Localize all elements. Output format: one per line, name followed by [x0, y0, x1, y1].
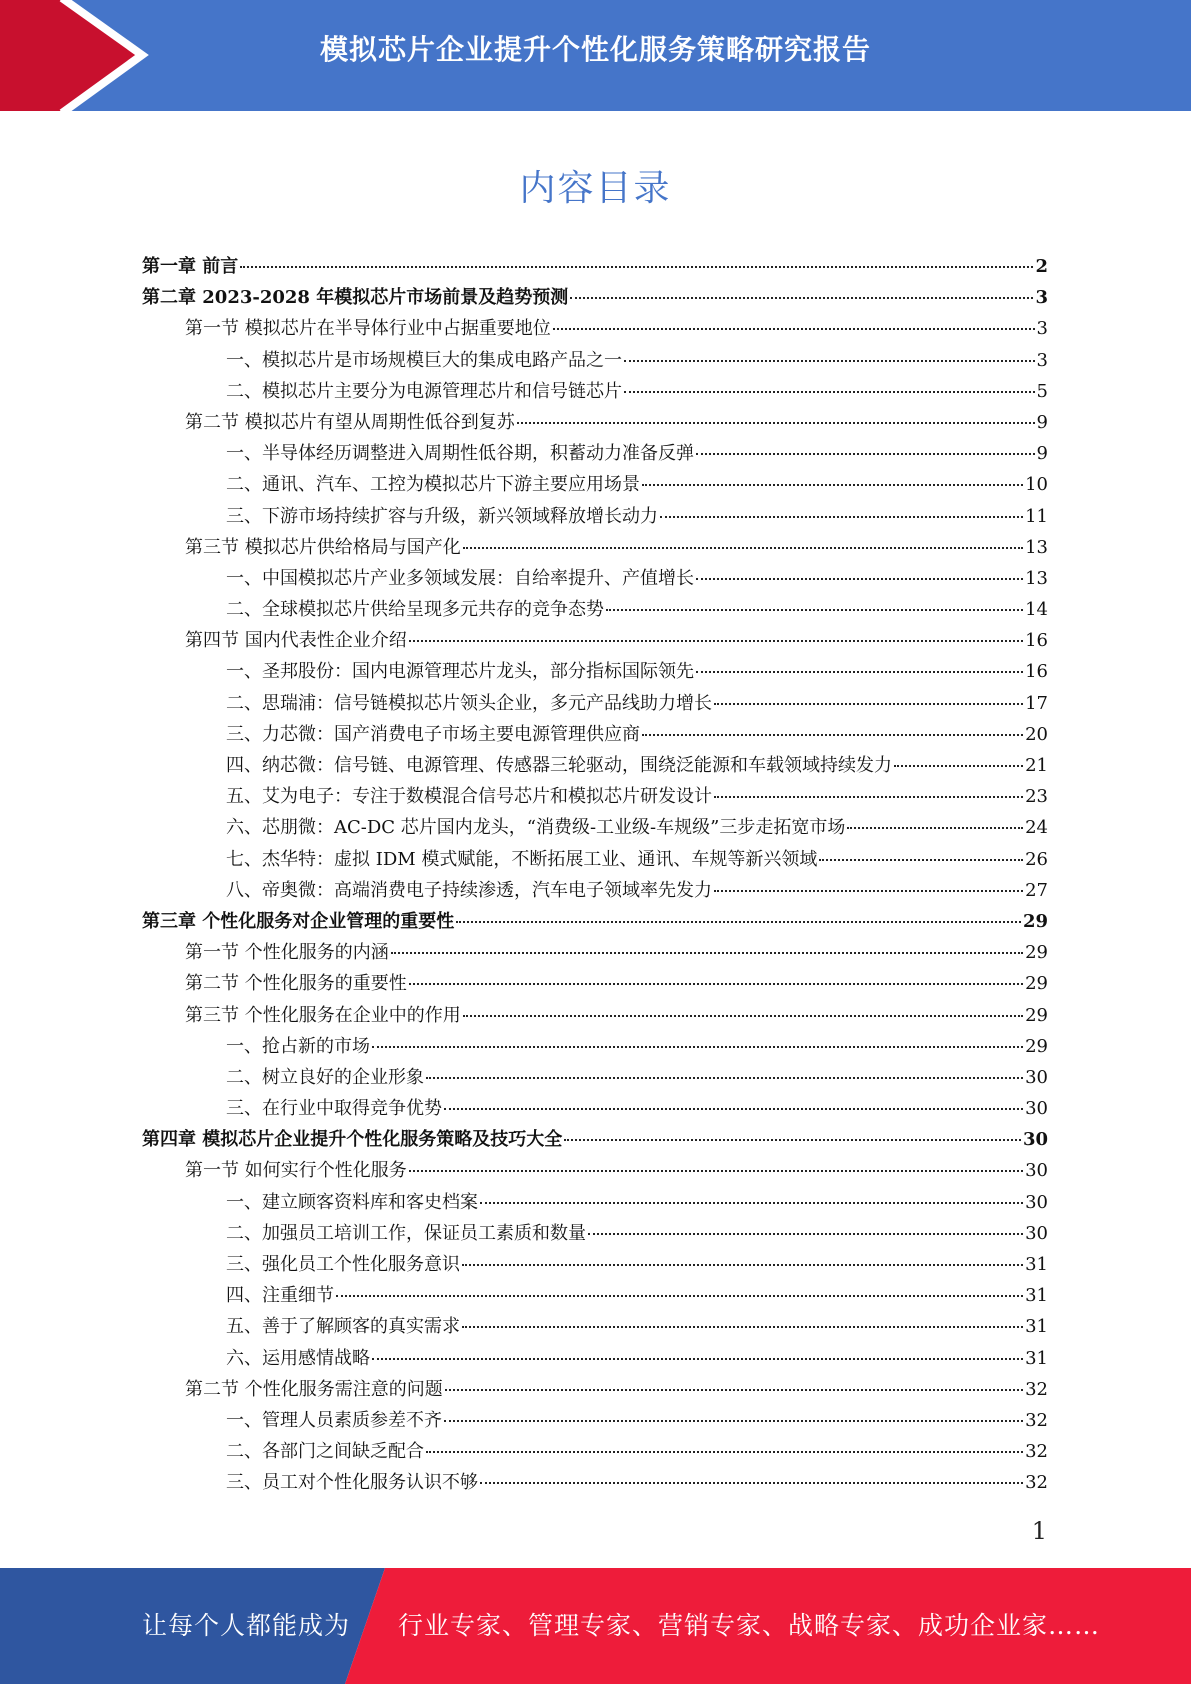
toc-subsection-entry[interactable] [142, 1344, 1048, 1375]
toc-entry-page: 30 [1022, 1129, 1048, 1151]
toc-entry-title: 八、帝奥微：高端消费电子持续渗透，汽车电子领域率先发力 [226, 879, 712, 901]
toc-entry-title: 一、管理人员素质参差不齐 [226, 1409, 442, 1431]
toc-entry-page: 29 [1022, 910, 1048, 932]
toc-dot-leader [480, 1482, 1023, 1484]
toc-entry-title: 二、通讯、汽车、工控为模拟芯片下游主要应用场景 [226, 474, 640, 496]
toc-dot-leader [462, 1326, 1023, 1328]
footer-slogan-left: 让每个人都能成为 [142, 1611, 351, 1640]
toc-dot-leader [642, 734, 1023, 736]
toc-entry-title: 第一节 个性化服务的内涵 [185, 942, 389, 964]
toc-subsection-entry[interactable] [142, 876, 1048, 907]
toc-subsection-entry[interactable] [142, 1219, 1048, 1250]
toc-dot-leader [714, 890, 1023, 892]
toc-section-entry[interactable] [142, 314, 1048, 345]
toc-subsection-entry[interactable] [142, 1032, 1048, 1063]
toc-dot-leader [847, 827, 1023, 829]
toc-dot-leader [409, 640, 1023, 642]
toc-chapter-entry[interactable] [142, 1125, 1048, 1156]
toc-dot-leader [462, 1264, 1023, 1266]
toc-entry-page: 9 [1036, 411, 1048, 433]
footer-slogan-right: 行业专家、管理专家、营销专家、战略专家、成功企业家…… [398, 1611, 1101, 1640]
toc-dot-leader [696, 453, 1035, 455]
toc-subsection-entry[interactable] [142, 751, 1048, 782]
toc-entry-title: 二、各部门之间缺乏配合 [226, 1441, 424, 1463]
toc-dot-leader [372, 1046, 1023, 1048]
toc-dot-leader [409, 983, 1023, 985]
toc-entry-page: 30 [1025, 1191, 1048, 1213]
toc-dot-leader [696, 578, 1023, 580]
toc-dot-leader [624, 391, 1035, 393]
toc-entry-page: 17 [1025, 692, 1048, 714]
toc-section-entry[interactable] [142, 533, 1048, 564]
toc-section-entry[interactable] [142, 969, 1048, 1000]
toc-dot-leader [444, 1420, 1023, 1422]
toc-entry-title: 第二节 个性化服务需注意的问题 [185, 1378, 443, 1400]
toc-entry-page: 29 [1025, 1004, 1048, 1026]
toc-entry-page: 29 [1025, 942, 1048, 964]
toc-entry-page: 31 [1025, 1285, 1048, 1307]
toc-entry-page: 3 [1035, 287, 1048, 309]
toc-dot-leader [570, 297, 1033, 299]
toc-subsection-entry[interactable] [142, 564, 1048, 595]
toc-subsection-entry[interactable] [142, 720, 1048, 751]
toc-subsection-entry[interactable] [142, 439, 1048, 470]
toc-entry-title: 三、强化员工个性化服务意识 [226, 1254, 460, 1275]
toc-subsection-entry[interactable] [142, 1188, 1048, 1219]
toc-entry-title: 六、运用感情战略 [226, 1347, 370, 1369]
toc-entry-title: 第一章 前言 [142, 256, 239, 277]
toc-dot-leader [426, 1077, 1023, 1079]
toc-entry-page: 10 [1025, 474, 1048, 496]
toc-subsection-entry[interactable] [142, 470, 1048, 501]
toc-entry-title: 五、艾为电子：专注于数模混合信号芯片和模拟芯片研发设计 [226, 786, 712, 808]
toc-dot-leader [409, 1170, 1023, 1172]
toc-dot-leader [372, 1358, 1023, 1360]
toc-entry-title: 一、建立顾客资料库和客史档案 [226, 1191, 478, 1213]
toc-entry-title: 二、全球模拟芯片供给呈现多元共存的竞争态势 [226, 599, 604, 621]
page-number: 1 [1031, 1517, 1047, 1545]
report-title: 模拟芯片企业提升个性化服务策略研究报告 [319, 33, 871, 66]
toc-subsection-entry[interactable] [142, 346, 1048, 377]
toc-entry-page: 30 [1025, 1222, 1048, 1244]
toc-dot-leader [517, 422, 1035, 424]
toc-dot-leader [553, 328, 1035, 330]
toc-entry-page: 11 [1025, 505, 1048, 527]
toc-section-entry[interactable] [142, 408, 1048, 439]
toc-dot-leader [642, 484, 1023, 486]
toc-entry-title: 二、加强员工培训工作，保证员工素质和数量 [226, 1222, 586, 1244]
toc-entry-title: 第二节 个性化服务的重要性 [185, 973, 407, 995]
toc-entry-title: 第一节 如何实行个性化服务 [185, 1160, 407, 1182]
toc-dot-leader [463, 547, 1023, 549]
toc-entry-title: 二、模拟芯片主要分为电源管理芯片和信号链芯片 [226, 380, 622, 402]
toc-dot-leader [606, 609, 1023, 611]
toc-entry-title: 第二章 2023-2028 年模拟芯片市场前景及趋势预测 [142, 287, 569, 309]
toc-entry-page: 30 [1025, 1098, 1048, 1120]
toc-section-entry[interactable] [142, 938, 1048, 969]
toc-entry-title: 第二节 模拟芯片有望从周期性低谷到复苏 [185, 411, 515, 433]
toc-subsection-entry[interactable] [142, 502, 1048, 533]
toc-entry-page: 13 [1025, 536, 1048, 558]
toc-dot-leader [463, 1015, 1023, 1017]
toc-dot-leader [445, 1389, 1023, 1391]
toc-entry-title: 一、模拟芯片是市场规模巨大的集成电路产品之一 [226, 349, 622, 371]
toc-entry-page: 3 [1036, 349, 1048, 371]
toc-entry-page: 9 [1036, 443, 1048, 465]
toc-entry-page: 24 [1025, 817, 1048, 839]
toc-dot-leader [714, 703, 1023, 705]
toc-subsection-entry[interactable] [142, 1063, 1048, 1094]
toc-entry-title: 第四章 模拟芯片企业提升个性化服务策略及技巧大全 [142, 1129, 563, 1151]
toc-entry-title: 一、圣邦股份：国内电源管理芯片龙头，部分指标国际领先 [226, 661, 694, 683]
toc-dot-leader [480, 1202, 1023, 1204]
toc-dot-leader [444, 1108, 1023, 1110]
toc-entry-title: 一、半导体经历调整进入周期性低谷期，积蓄动力准备反弹 [226, 443, 694, 465]
toc-subsection-entry[interactable] [142, 689, 1048, 720]
toc-subsection-entry[interactable] [142, 1250, 1048, 1281]
toc-entry-page: 2 [1035, 256, 1048, 277]
toc-entry-page: 21 [1025, 755, 1048, 776]
toc-entry-page: 32 [1025, 1409, 1048, 1431]
toc-entry-page: 32 [1025, 1441, 1048, 1463]
toc-dot-leader [660, 516, 1023, 518]
header-banner [0, 0, 1191, 111]
toc-entry-title: 三、在行业中取得竞争优势 [226, 1098, 442, 1120]
toc-subsection-entry[interactable] [142, 377, 1048, 408]
toc-entry-title: 六、芯朋微：AC-DC 芯片国内龙头，“消费级-工业级-车规级”三步走拓宽市场 [226, 817, 846, 839]
toc-section-entry[interactable] [142, 1001, 1048, 1032]
toc-entry-page: 31 [1025, 1316, 1048, 1338]
toc-entry-page: 14 [1025, 599, 1048, 621]
toc-entry-title: 四、注重细节 [226, 1285, 334, 1307]
toc-section-entry[interactable] [142, 1156, 1048, 1187]
toc-subsection-entry[interactable] [142, 1406, 1048, 1437]
toc-entry-page: 31 [1025, 1347, 1048, 1369]
toc-entry-title: 三、员工对个性化服务认识不够 [226, 1472, 478, 1494]
toc-entry-title: 第三节 个性化服务在企业中的作用 [185, 1004, 461, 1026]
toc-entry-page: 29 [1025, 973, 1048, 995]
toc-dot-leader [588, 1233, 1023, 1235]
toc-chapter-entry[interactable] [142, 283, 1048, 314]
toc-chapter-entry[interactable] [142, 907, 1048, 938]
toc-chapter-entry[interactable] [142, 252, 1048, 283]
toc-subsection-entry[interactable] [142, 1468, 1048, 1499]
toc-dot-leader [391, 952, 1023, 954]
toc-dot-leader [624, 360, 1035, 362]
toc-subsection-entry[interactable] [142, 657, 1048, 688]
toc-entry-title: 一、抢占新的市场 [226, 1035, 370, 1057]
toc-entry-page: 30 [1025, 1066, 1048, 1088]
toc-entry-title: 第三章 个性化服务对企业管理的重要性 [142, 910, 455, 932]
footer-banner [0, 1568, 1191, 1684]
toc-entry-page: 29 [1025, 1035, 1048, 1057]
toc-entry-title: 三、下游市场持续扩容与升级，新兴领域释放增长动力 [226, 505, 658, 527]
toc-entry-page: 27 [1025, 879, 1048, 901]
toc-entry-page: 16 [1025, 630, 1048, 652]
toc-entry-title: 七、杰华特：虚拟 IDM 模式赋能，不断拓展工业、通讯、车规等新兴领域 [226, 848, 818, 870]
toc-dot-leader [336, 1295, 1023, 1297]
toc-entry-page: 5 [1036, 380, 1048, 402]
toc-subsection-entry[interactable] [142, 845, 1048, 876]
toc-entry-page: 13 [1025, 567, 1048, 589]
toc-entry-page: 26 [1025, 848, 1048, 870]
toc-dot-leader [240, 266, 1033, 268]
toc-entry-title: 一、中国模拟芯片产业多领域发展：自给率提升、产值增长 [226, 567, 694, 589]
toc-entry-page: 23 [1025, 786, 1048, 808]
toc-entry-title: 四、纳芯微：信号链、电源管理、传感器三轮驱动，围绕泛能源和车载领域持续发力 [226, 755, 892, 776]
toc-entry-title: 第三节 模拟芯片供给格局与国产化 [185, 536, 461, 558]
toc-subsection-entry[interactable] [142, 813, 1048, 844]
toc-entry-title: 第一节 模拟芯片在半导体行业中占据重要地位 [185, 318, 551, 340]
table-of-contents [142, 252, 1048, 1500]
toc-entry-title: 二、思瑞浦：信号链模拟芯片领头企业，多元产品线助力增长 [226, 692, 712, 714]
toc-section-entry[interactable] [142, 1375, 1048, 1406]
toc-entry-title: 三、力芯微：国产消费电子市场主要电源管理供应商 [226, 723, 640, 745]
toc-subsection-entry[interactable] [142, 782, 1048, 813]
toc-entry-title: 二、树立良好的企业形象 [226, 1066, 424, 1088]
toc-dot-leader [696, 671, 1023, 673]
toc-dot-leader [426, 1451, 1023, 1453]
toc-dot-leader [456, 921, 1021, 923]
toc-subsection-entry[interactable] [142, 1094, 1048, 1125]
toc-entry-page: 20 [1025, 723, 1048, 745]
toc-entry-page: 31 [1025, 1254, 1048, 1275]
toc-subsection-entry[interactable] [142, 595, 1048, 626]
toc-entry-page: 32 [1025, 1378, 1048, 1400]
toc-dot-leader [564, 1139, 1021, 1141]
toc-entry-page: 16 [1025, 661, 1048, 683]
toc-entry-page: 30 [1025, 1160, 1048, 1182]
toc-subsection-entry[interactable] [142, 1281, 1048, 1312]
toc-heading: 内容目录 [519, 168, 672, 209]
toc-entry-page: 3 [1036, 318, 1048, 340]
toc-subsection-entry[interactable] [142, 1312, 1048, 1343]
toc-entry-title: 第四节 国内代表性企业介绍 [185, 630, 407, 652]
toc-subsection-entry[interactable] [142, 1437, 1048, 1468]
toc-dot-leader [819, 859, 1023, 861]
toc-dot-leader [894, 765, 1023, 767]
toc-section-entry[interactable] [142, 626, 1048, 657]
toc-entry-title: 五、善于了解顾客的真实需求 [226, 1316, 460, 1338]
toc-dot-leader [714, 796, 1023, 798]
toc-entry-page: 32 [1025, 1472, 1048, 1494]
